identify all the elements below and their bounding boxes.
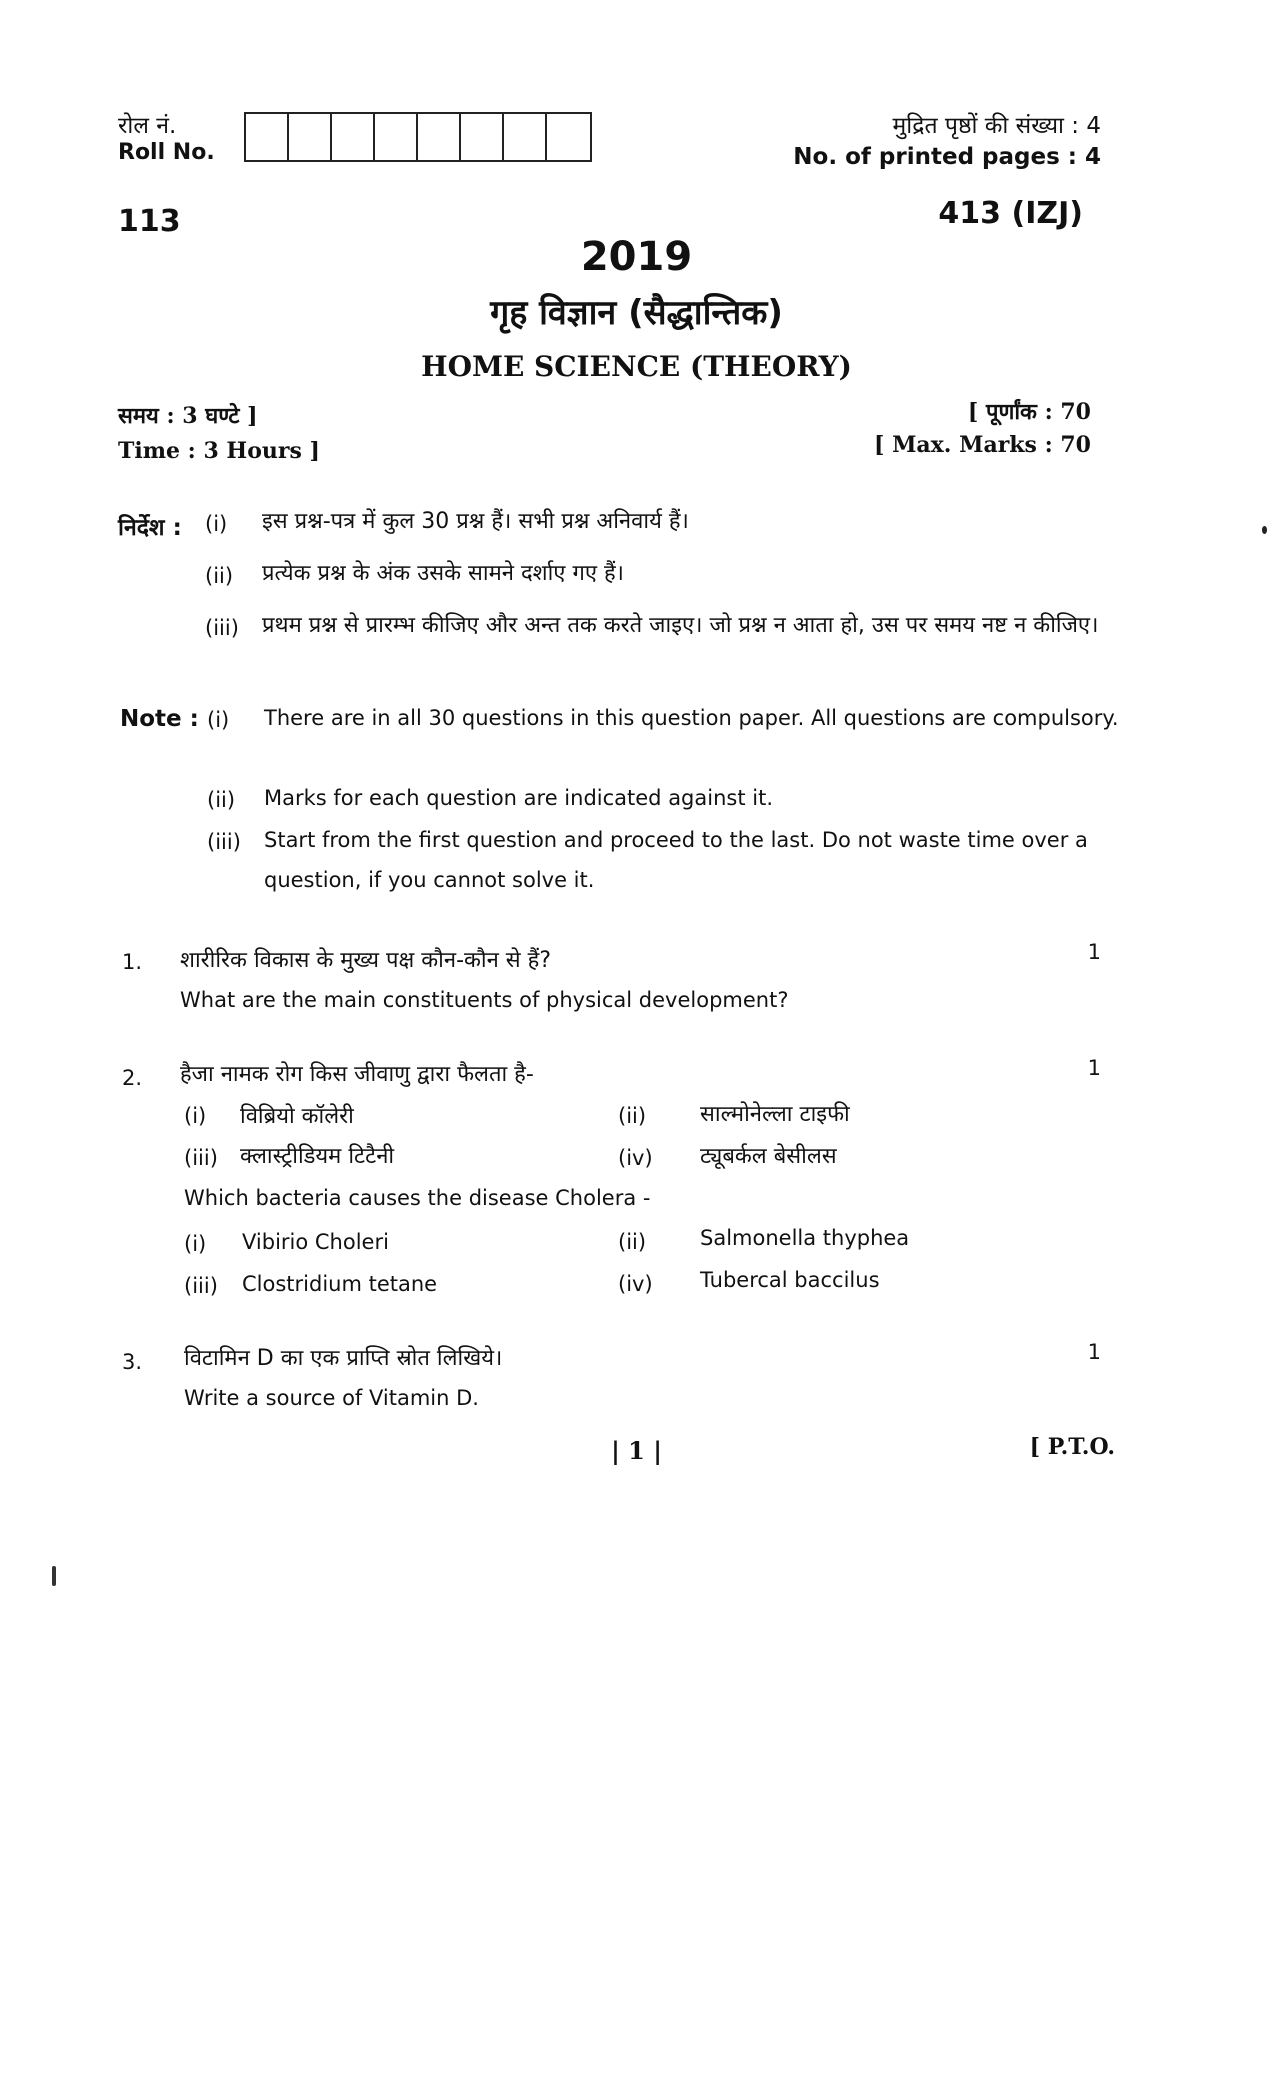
instruction-text: प्रत्येक प्रश्न के अंक उसके सामने दर्शाए गए हैं।	[262, 561, 625, 586]
question-marks: 1	[1087, 1340, 1101, 1364]
option-text-hindi: ट्यूबर्कल बेसीलस	[700, 1144, 837, 1169]
option-text-english: Tubercal baccilus	[700, 1268, 880, 1292]
roll-digit-box[interactable]	[504, 114, 547, 160]
please-turn-over: [ P.T.O.	[1029, 1434, 1115, 1460]
question-number: 2.	[122, 1066, 143, 1090]
question-number: 3.	[122, 1350, 143, 1374]
scan-speck	[52, 1566, 56, 1586]
note-number: (ii)	[207, 788, 236, 812]
note-text: Marks for each question are indicated against it.	[264, 786, 773, 810]
max-marks-english: [ Max. Marks : 70	[874, 432, 1091, 458]
option-text-english: Clostridium tetane	[242, 1272, 438, 1296]
question-number: 1.	[122, 950, 143, 974]
question-marks: 1	[1087, 1056, 1101, 1080]
instruction-text: प्रथम प्रश्न से प्रारम्भ कीजिए और अन्त तक करते जाइए। जो प्रश्न न आता हो, उस पर समय नष्ट न कीजिए।	[262, 613, 1099, 638]
instruction-number: (ii)	[205, 564, 234, 588]
paper-code-right: 413 (IZJ)	[938, 196, 1083, 231]
option-number: (iv)	[618, 1272, 653, 1296]
roll-label-hindi: रोल नं.	[118, 113, 177, 139]
max-marks-hindi: [ पूर्णांक : 70	[967, 399, 1091, 425]
time-english: Time : 3 Hours ]	[118, 438, 320, 464]
option-text-english: Salmonella thyphea	[700, 1226, 910, 1250]
instruction-number: (iii)	[205, 616, 239, 640]
option-number: (ii)	[618, 1230, 647, 1254]
option-text-hindi: साल्मोनेल्ला टाइफी	[700, 1102, 850, 1127]
option-number: (iv)	[618, 1146, 653, 1170]
exam-year: 2019	[580, 234, 693, 280]
paper-code-left: 113	[118, 204, 181, 239]
option-number: (i)	[184, 1232, 207, 1256]
option-text-english: Vibirio Choleri	[242, 1230, 389, 1254]
note-label-english: Note :	[120, 706, 199, 732]
note-number: (i)	[207, 708, 230, 732]
roll-label-english: Roll No.	[118, 140, 215, 165]
note-text: Start from the first question and proceed to the last. Do not waste time over a question, if you cannot solve it.	[264, 828, 1088, 892]
roll-digit-box[interactable]	[332, 114, 375, 160]
roll-digit-box[interactable]	[375, 114, 418, 160]
option-number: (ii)	[618, 1104, 647, 1128]
question-text-english: Write a source of Vitamin D.	[184, 1386, 479, 1410]
roll-digit-box[interactable]	[461, 114, 504, 160]
roll-digit-box[interactable]	[418, 114, 461, 160]
instruction-number: (i)	[205, 512, 228, 536]
option-text-hindi: विब्रियो कॉलेरी	[240, 1104, 354, 1129]
note-number: (iii)	[207, 830, 241, 854]
option-number: (i)	[184, 1104, 207, 1128]
note-text: There are in all 30 questions in this question paper. All questions are compulsory.	[264, 706, 1119, 730]
instruction-text: इस प्रश्न-पत्र में कुल 30 प्रश्न हैं। सभी प्रश्न अनिवार्य हैं।	[262, 509, 689, 534]
time-hindi: समय : 3 घण्टे ]	[118, 403, 258, 429]
instructions-label-hindi: निर्देश :	[118, 515, 182, 541]
question-text-hindi: विटामिन D का एक प्राप्ति स्रोत लिखिये।	[184, 1346, 503, 1371]
option-number: (iii)	[184, 1274, 218, 1298]
option-text-hindi: क्लास्ट्रीडियम टिटैनी	[240, 1144, 395, 1169]
roll-digit-box[interactable]	[289, 114, 332, 160]
question-text-english: Which bacteria causes the disease Cholera -	[184, 1186, 651, 1210]
subject-title-english: HOME SCIENCE (THEORY)	[421, 350, 852, 383]
page-number: | 1 |	[611, 1436, 662, 1465]
scan-speck	[1262, 526, 1267, 534]
question-text-hindi: हैजा नामक रोग किस जीवाणु द्वारा फैलता है-	[180, 1062, 534, 1087]
question-text-english: What are the main constituents of physical development?	[180, 988, 789, 1012]
roll-digit-box[interactable]	[547, 114, 590, 160]
roll-digit-box[interactable]	[246, 114, 289, 160]
question-text-hindi: शारीरिक विकास के मुख्य पक्ष कौन-कौन से हैं?	[180, 948, 552, 973]
printed-pages-hindi: मुद्रित पृष्ठों की संख्या : 4	[892, 113, 1101, 139]
roll-number-boxes[interactable]	[244, 112, 592, 162]
printed-pages-english: No. of printed pages : 4	[793, 144, 1101, 170]
question-marks: 1	[1087, 940, 1101, 964]
subject-title-hindi: गृह विज्ञान (सैद्धान्तिक)	[490, 293, 783, 333]
option-number: (iii)	[184, 1146, 218, 1170]
